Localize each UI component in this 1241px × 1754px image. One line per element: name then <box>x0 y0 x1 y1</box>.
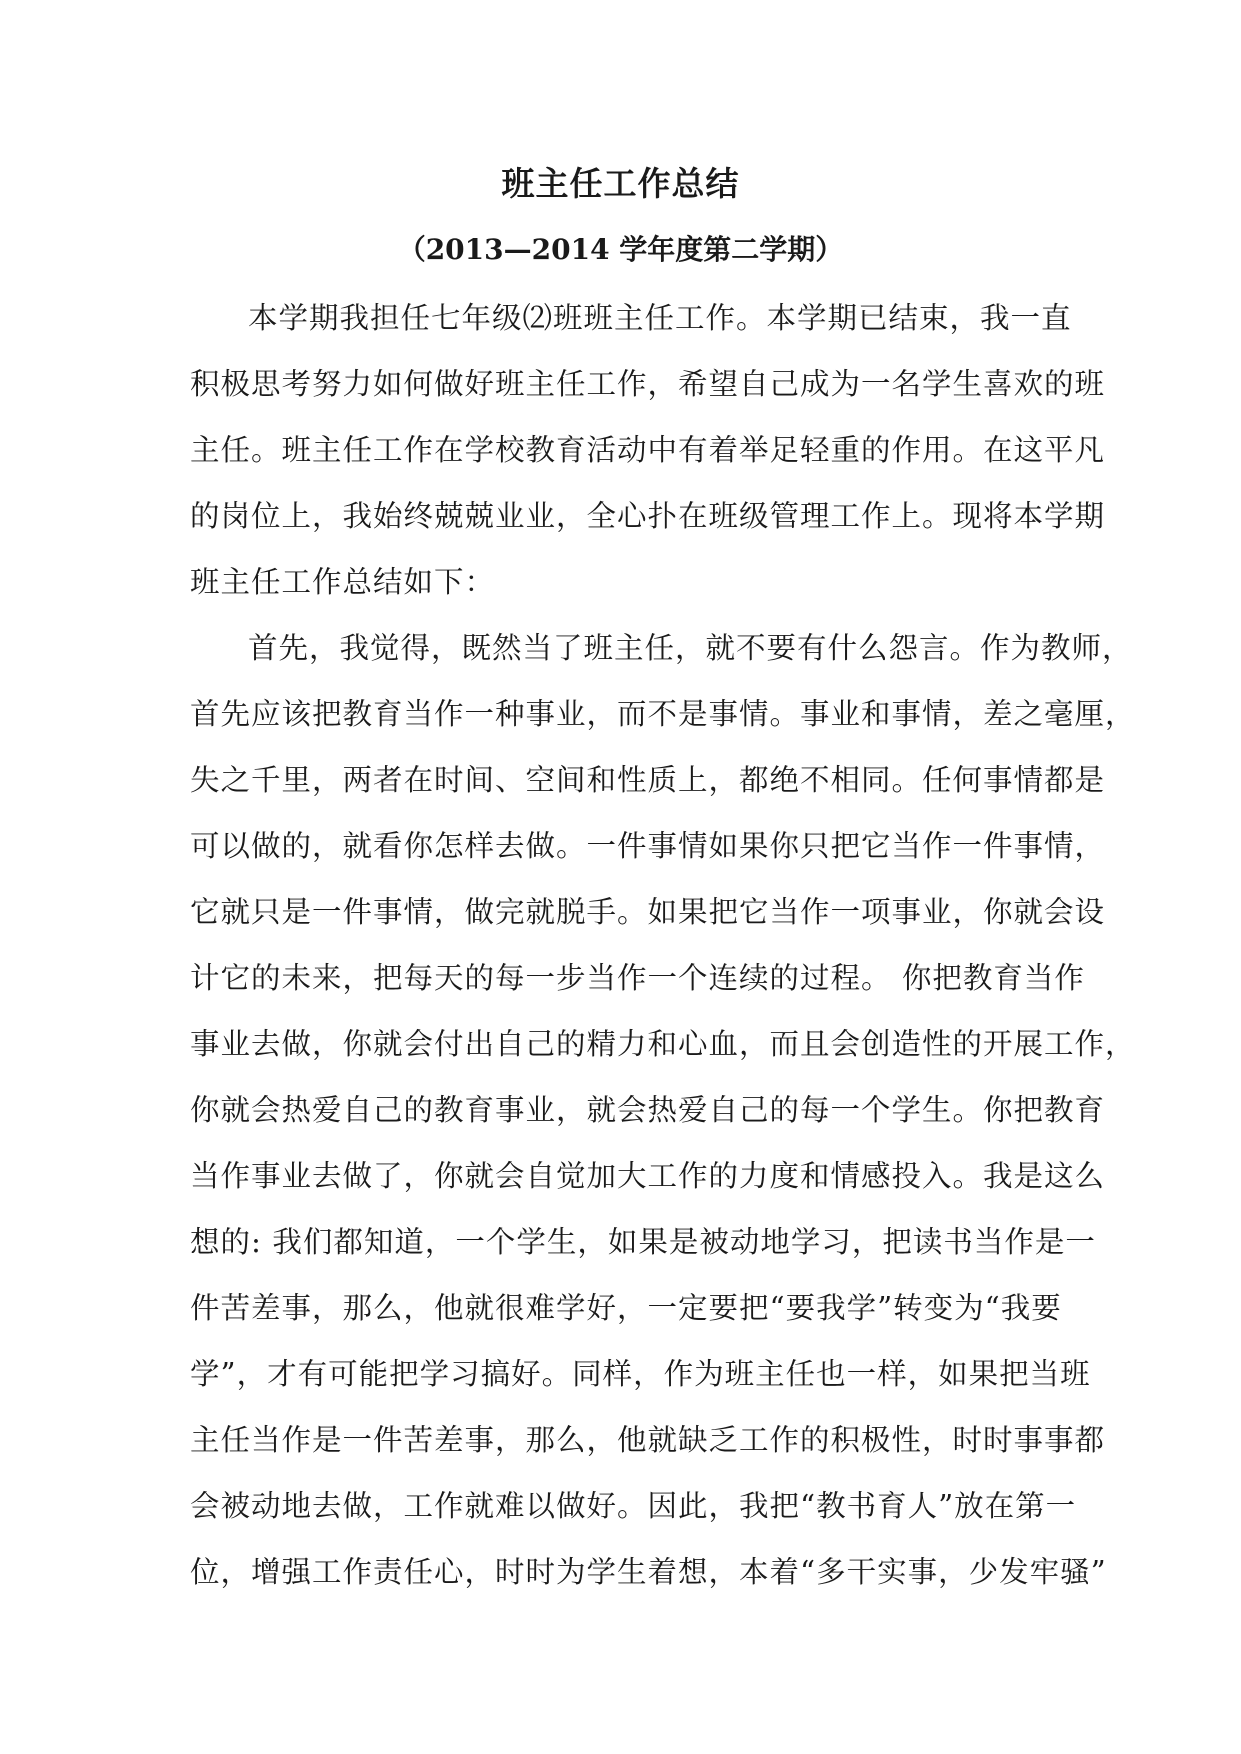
text-line: 主任当作是一件苦差事，那么，他就缺乏工作的积极性，时时事事都 <box>190 1423 1106 1457</box>
text-line: 首先，我觉得，既然当了班主任，就不要有什么怨言。作为教师， <box>248 631 1133 665</box>
text-line: 位，增强工作责任心，时时为学生着想，本着“多干实事，少发牢骚” <box>190 1555 1107 1589</box>
text-line: 事业去做，你就会付出自己的精力和心血，而且会创造性的开展工作， <box>190 1027 1136 1061</box>
text-line: 它就只是一件事情，做完就脱手。如果把它当作一项事业，你就会设 <box>190 895 1106 929</box>
text-line: 可以做的，就看你怎样去做。一件事情如果你只把它当作一件事情， <box>190 829 1106 863</box>
text-line: 想的: 我们都知道，一个学生，如果是被动地学习，把读书当作是一 <box>190 1225 1096 1259</box>
text-line: 计它的未来，把每天的每一步当作一个连续的过程。 你把教育当作 <box>190 961 1085 995</box>
text-line: 你就会热爱自己的教育事业，就会热爱自己的每一个学生。你把教育 <box>190 1093 1106 1127</box>
text-line: 学”，才有可能把学习搞好。同样，作为班主任也一样，如果把当班 <box>190 1357 1091 1391</box>
text-line: 班主任工作总结如下： <box>190 565 496 599</box>
text-line: 会被动地去做，工作就难以做好。因此，我把“教书育人”放在第一 <box>190 1489 1077 1523</box>
text-line: 本学期我担任七年级⑵班班主任工作。本学期已结束，我一直 <box>248 301 1072 335</box>
text-line: 首先应该把教育当作一种事业，而不是事情。事业和事情，差之毫厘， <box>190 697 1136 731</box>
text-line: 主任。班主任工作在学校教育活动中有着举足轻重的作用。在这平凡 <box>190 433 1106 467</box>
text-line: 积极思考努力如何做好班主任工作，希望自己成为一名学生喜欢的班 <box>190 367 1106 401</box>
body-text <box>190 285 1136 1605</box>
document-subtitle: （2013—2014 学年度第二学期） <box>397 233 844 266</box>
text-line: 当作事业去做了，你就会自觉加大工作的力度和情感投入。我是这么 <box>190 1159 1106 1193</box>
document-title: 班主任工作总结 <box>501 164 740 203</box>
text-line: 件苦差事，那么，他就很难学好，一定要把“要我学”转变为“我要 <box>190 1291 1062 1325</box>
text-line: 失之千里，两者在时间、空间和性质上，都绝不相同。任何事情都是 <box>190 763 1106 797</box>
text-line: 的岗位上，我始终兢兢业业，全心扑在班级管理工作上。现将本学期 <box>190 499 1106 533</box>
